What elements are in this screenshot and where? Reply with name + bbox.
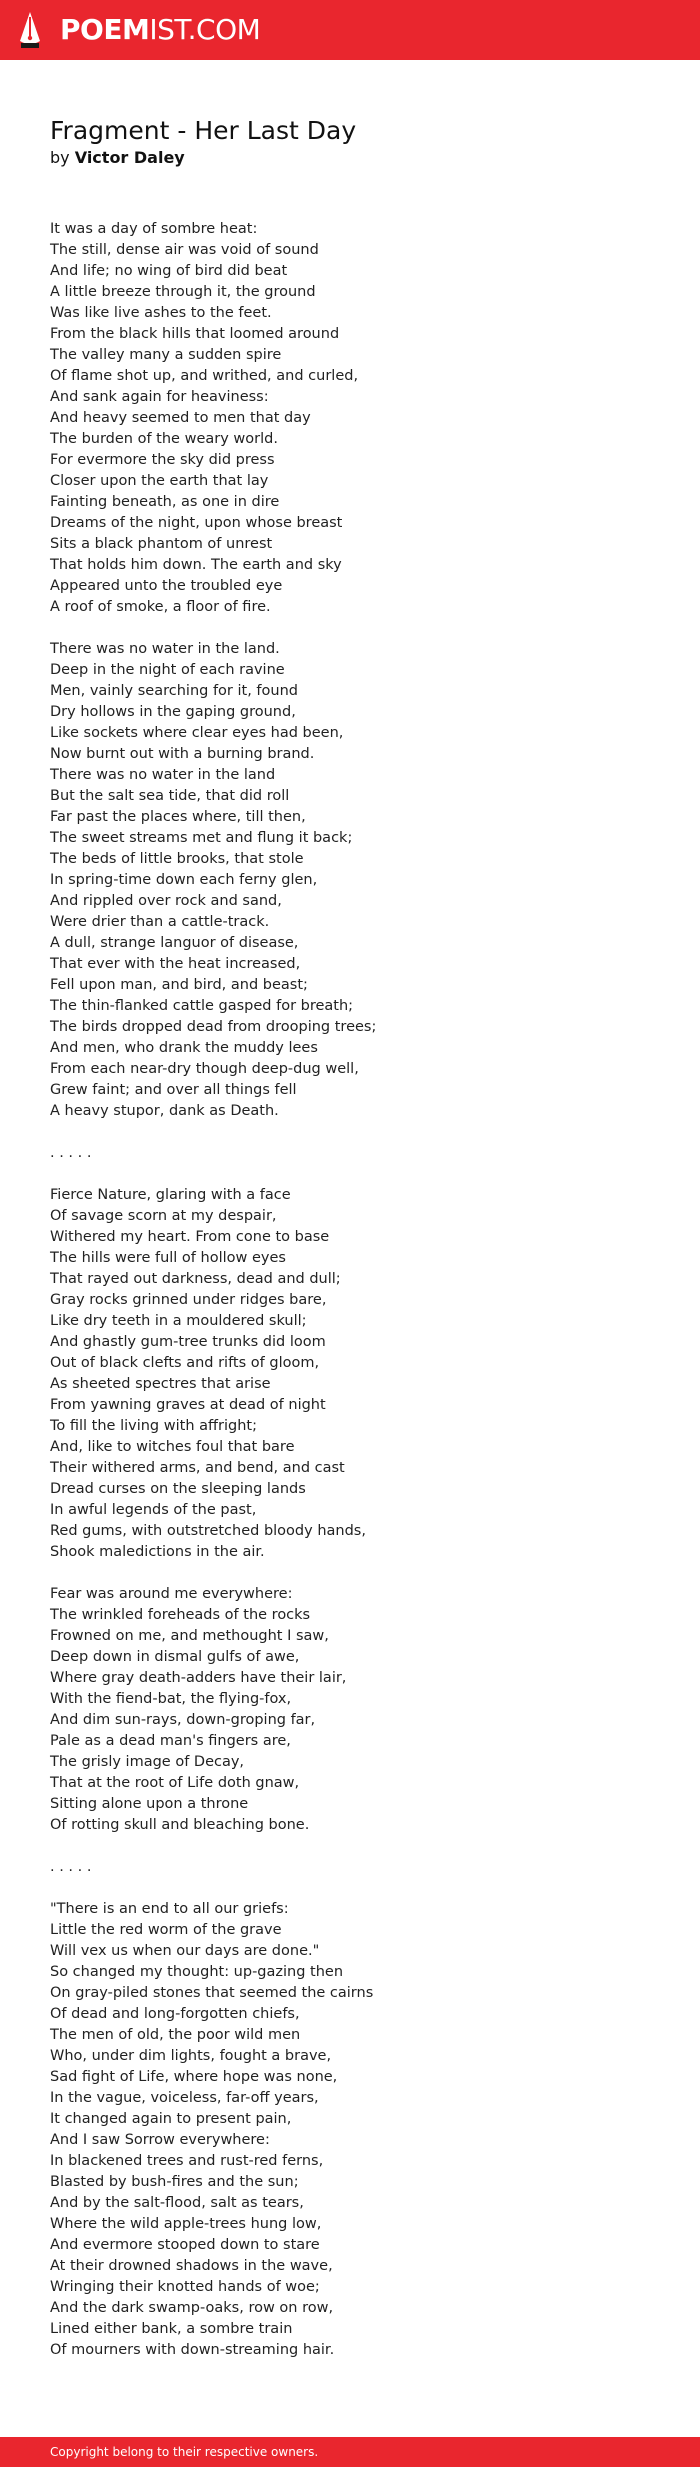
poem-line: For evermore the sky did press: [50, 452, 275, 468]
poem-line: Wringing their knotted hands of woe;: [50, 2279, 320, 2295]
stanza: [50, 1584, 670, 1836]
copyright-notice: Copyright belong to their respective owners.: [50, 2445, 319, 2459]
poem-line: Fell upon man, and bird, and beast;: [50, 977, 308, 993]
poem-line: The birds dropped dead from drooping trees;: [50, 1019, 377, 1035]
poem-line: "There is an end to all our griefs:: [50, 1901, 289, 1917]
poem-line: Out of black clefts and rifts of gloom,: [50, 1355, 320, 1371]
poem-line: The grisly image of Decay,: [50, 1754, 245, 1770]
poem-line: And men, who drank the muddy lees: [50, 1040, 318, 1056]
poem-line: Deep in the night of each ravine: [50, 662, 285, 678]
site-header: [0, 0, 700, 60]
stanza: [50, 1899, 670, 2361]
poem-line: Where gray death-adders have their lair,: [50, 1670, 347, 1686]
poem-line: Lined either bank, a sombre train: [50, 2321, 293, 2337]
site-footer: [0, 2437, 700, 2467]
poem-line: Blasted by bush-fires and the sun;: [50, 2174, 299, 2190]
poem-line: Of mourners with down-streaming hair.: [50, 2342, 335, 2358]
poem-line: That at the root of Life doth gnaw,: [50, 1775, 300, 1791]
poem-line: Fear was around me everywhere:: [50, 1586, 293, 1602]
poem-line: That ever with the heat increased,: [50, 956, 301, 972]
poem-line: As sheeted spectres that arise: [50, 1376, 271, 1392]
poem-line: And dim sun-rays, down-groping far,: [50, 1712, 316, 1728]
poem-line: And by the salt-flood, salt as tears,: [50, 2195, 304, 2211]
poem-line: From yawning graves at dead of night: [50, 1397, 326, 1413]
poem-line: Of rotting skull and bleaching bone.: [50, 1817, 310, 1833]
poem-line: Like sockets where clear eyes had been,: [50, 725, 344, 741]
poem-line: And, like to witches foul that bare: [50, 1439, 295, 1455]
poem-line: A roof of smoke, a floor of fire.: [50, 599, 271, 615]
poem-line: . . . . .: [50, 1145, 92, 1161]
poem-line: Like dry teeth in a mouldered skull;: [50, 1313, 307, 1329]
poem-line: Was like live ashes to the feet.: [50, 305, 272, 321]
poem-line: Shook maledictions in the air.: [50, 1544, 265, 1560]
poem-line: Sitting alone upon a throne: [50, 1796, 249, 1812]
poem-line: And I saw Sorrow everywhere:: [50, 2132, 270, 2148]
poem-line: There was no water in the land: [50, 767, 276, 783]
poem-line: On gray-piled stones that seemed the cairns: [50, 1985, 374, 2001]
logo-bold-text: POEM: [60, 13, 150, 46]
poem-line: But the salt sea tide, that did roll: [50, 788, 290, 804]
stanza: [50, 219, 670, 618]
poem-line: The burden of the weary world.: [50, 431, 278, 447]
stanza: [50, 1143, 670, 1164]
poem-line: Little the red worm of the grave: [50, 1922, 282, 1938]
poem-line: And life; no wing of bird did beat: [50, 263, 288, 279]
poem-line: Far past the places where, till then,: [50, 809, 306, 825]
poem-line: Fierce Nature, glaring with a face: [50, 1187, 291, 1203]
poem-line: The wrinkled foreheads of the rocks: [50, 1607, 311, 1623]
poem-line: Will vex us when our days are done.": [50, 1943, 320, 1959]
poem-line: Men, vainly searching for it, found: [50, 683, 298, 699]
poem-line: That rayed out darkness, dead and dull;: [50, 1271, 341, 1287]
stanza: [50, 639, 670, 1122]
poem-line: In awful legends of the past,: [50, 1502, 257, 1518]
poem-line: At their drowned shadows in the wave,: [50, 2258, 333, 2274]
poem-line: Closer upon the earth that lay: [50, 473, 269, 489]
stanza: [50, 1185, 670, 1563]
poem-line: Of savage scorn at my despair,: [50, 1208, 277, 1224]
poem-line: Now burnt out with a burning brand.: [50, 746, 315, 762]
poem-line: Pale as a dead man's fingers are,: [50, 1733, 291, 1749]
logo-light-text: IST.COM: [149, 13, 261, 46]
poem-line: So changed my thought: up-gazing then: [50, 1964, 344, 1980]
poem-line: And evermore stooped down to stare: [50, 2237, 320, 2253]
poem-body: [50, 219, 670, 2382]
poem-line: Frowned on me, and methought I saw,: [50, 1628, 329, 1644]
poem-line: . . . . .: [50, 1859, 92, 1875]
poem-line: A heavy stupor, dank as Death.: [50, 1103, 279, 1119]
poem-line: To fill the living with affright;: [50, 1418, 257, 1434]
poem-line: The valley many a sudden spire: [50, 347, 282, 363]
poem-line: With the fiend-bat, the flying-fox,: [50, 1691, 292, 1707]
byline-prefix: by: [50, 148, 70, 167]
poem-line: In spring-time down each ferny glen,: [50, 872, 318, 888]
poem-line: That holds him down. The earth and sky: [50, 557, 342, 573]
poem-line: Their withered arms, and bend, and cast: [50, 1460, 345, 1476]
poem-line: Where the wild apple-trees hung low,: [50, 2216, 322, 2232]
poem-line: Of dead and long-forgotten chiefs,: [50, 2006, 300, 2022]
poem-line: Fainting beneath, as one in dire: [50, 494, 280, 510]
poem-line: The hills were full of hollow eyes: [50, 1250, 286, 1266]
poem-line: A dull, strange languor of disease,: [50, 935, 299, 951]
poem-line: It changed again to present pain,: [50, 2111, 292, 2127]
poem-line: The thin-flanked cattle gasped for breath;: [50, 998, 354, 1014]
author-name: Victor Daley: [74, 148, 185, 167]
site-logo[interactable]: [60, 13, 260, 47]
poem-line: Dry hollows in the gaping ground,: [50, 704, 296, 720]
poem-line: And rippled over rock and sand,: [50, 893, 282, 909]
poem-line: In the vague, voiceless, far-off years,: [50, 2090, 319, 2106]
stanza: [50, 1857, 670, 1878]
poem-line: The still, dense air was void of sound: [50, 242, 319, 258]
poem-line: And the dark swamp-oaks, row on row,: [50, 2300, 334, 2316]
poem-line: There was no water in the land.: [50, 641, 280, 657]
poem-line: And heavy seemed to men that day: [50, 410, 311, 426]
poem-line: Deep down in dismal gulfs of awe,: [50, 1649, 300, 1665]
poem-line: Who, under dim lights, fought a brave,: [50, 2048, 332, 2064]
poem-line: The sweet streams met and flung it back;: [50, 830, 353, 846]
poem-line: And sank again for heaviness:: [50, 389, 269, 405]
poem-line: It was a day of sombre heat:: [50, 221, 258, 237]
poem-line: Red gums, with outstretched bloody hands,: [50, 1523, 366, 1539]
poem-line: Of flame shot up, and writhed, and curled,: [50, 368, 359, 384]
poem-line: And ghastly gum-tree trunks did loom: [50, 1334, 326, 1350]
poem-line: Grew faint; and over all things fell: [50, 1082, 297, 1098]
poem-line: Withered my heart. From cone to base: [50, 1229, 330, 1245]
poem-line: From the black hills that loomed around: [50, 326, 340, 342]
poem-line: Sad fight of Life, where hope was none,: [50, 2069, 338, 2085]
poem-line: Were drier than a cattle-track.: [50, 914, 270, 930]
poem-line: From each near-dry though deep-dug well,: [50, 1061, 359, 1077]
poem-line: Sits a black phantom of unrest: [50, 536, 273, 552]
byline: [50, 148, 185, 168]
poem-line: The beds of little brooks, that stole: [50, 851, 304, 867]
poem-line: In blackened trees and rust-red ferns,: [50, 2153, 324, 2169]
poem-line: A little breeze through it, the ground: [50, 284, 316, 300]
poem-line: Dreams of the night, upon whose breast: [50, 515, 343, 531]
fountain-pen-nib-icon[interactable]: [18, 11, 42, 49]
poem-line: Appeared unto the troubled eye: [50, 578, 283, 594]
poem-line: Dread curses on the sleeping lands: [50, 1481, 306, 1497]
poem-title: Fragment - Her Last Day: [50, 116, 357, 145]
poem-line: The men of old, the poor wild men: [50, 2027, 301, 2043]
poem-line: Gray rocks grinned under ridges bare,: [50, 1292, 327, 1308]
